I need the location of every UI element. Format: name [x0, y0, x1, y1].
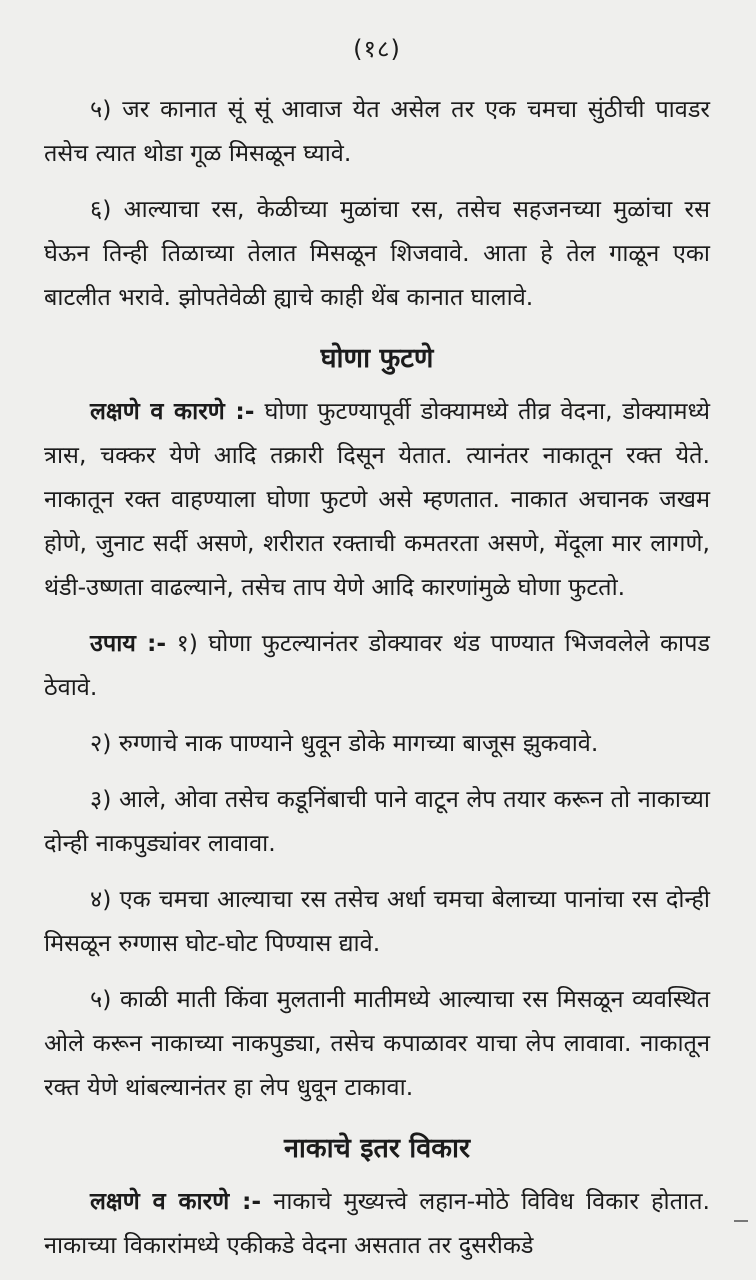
remedy-label: उपाय :-: [90, 629, 167, 657]
paragraph-remedy-4: ४) एक चमचा आल्याचा रस तसेच अर्धा चमचा बेलाच्या पानांचा रस दोन्ही मिसळून रुग्णास घोट-घोट पिण्यास द्यावे.: [44, 885, 710, 957]
section-heading-nosebleed: घोणा फुटणे: [320, 343, 434, 374]
symptoms-text: घोणा फुटण्यापूर्वी डोक्यामध्ये तीव्र वेदना, डोक्यामध्ये त्रास, चक्कर येणे आदि तक्रारी दिसून येतात. त्यानंतर नाकातून रक्त येते. नाकातून रक्त वाहण्याला घोणा फुटणे असे म्हणतात. नाकात अचानक जखम होणे, जुनाट सर्दी असणे, शरीरात रक्ताची कमतरता असणे, मेंदूला मार लागणे, थंडी-उष्णता वाढल्याने, तसेच ताप येणे आदि कारणांमुळे घोणा फुटतो.: [44, 397, 710, 601]
page-edge-mark: [734, 1220, 748, 1222]
paragraph-remedy-1: [44, 621, 710, 709]
paragraph-remedy-3: ३) आले, ओवा तसेच कडूनिंबाची पाने वाटून लेप तयार करून तो नाकाच्या दोन्ही नाकपुड्यांवर लावावा.: [44, 785, 710, 857]
paragraph-ear-remedy-5: ५) जर कानात सूं सूं आवाज येत असेल तर एक चमचा सुंठीची पावडर तसेच त्यात थोडा गूळ मिसळून घ्यावे.: [44, 95, 710, 167]
paragraph-remedy-5: ५) काळी माती किंवा मुलतानी मातीमध्ये आल्याचा रस मिसळून व्यवस्थित ओले करून नाकाच्या नाकपुड्या, तसेच कपाळावर याचा लेप लावावा. नाकातून रक्त येणे थांबल्यानंतर हा लेप धुवून टाकावा.: [44, 985, 710, 1101]
symptoms-text: नाकाचे मुख्यत्त्वे लहान-मोठे विविध विकार होतात. नाकाच्या विकारांमध्ये एकीकडे वेदना असतात तर दुसरीकडे: [44, 1187, 710, 1259]
symptoms-label: लक्षणे व कारणे :-: [90, 397, 255, 425]
paragraph-nose-disorders-symptoms: [44, 1179, 710, 1267]
paragraph-remedy-2: २) रुग्णाचे नाक पाण्याने धुवून डोके मागच्या बाजूस झुकवावे.: [90, 729, 599, 757]
symptoms-label: लक्षणे व कारणे :-: [90, 1187, 262, 1215]
remedy-text: १) घोणा फुटल्यानंतर डोक्यावर थंड पाण्यात भिजवलेले कापड ठेवावे.: [44, 629, 710, 701]
section-heading-nose-disorders: नाकाचे इतर विकार: [283, 1133, 471, 1164]
paragraph-nosebleed-symptoms: [44, 389, 710, 609]
paragraph-ear-remedy-6: ६) आल्याचा रस, केळीच्या मुळांचा रस, तसेच सहजनच्या मुळांचा रस घेऊन तिन्ही तिळाच्या तेलात मिसळून शिजवावे. आता हे तेल गाळून एका बाटलीत भरावे. झोपतेवेळी ह्याचे काही थेंब कानात घालावे.: [44, 195, 710, 311]
page-number: (१८): [353, 35, 401, 63]
